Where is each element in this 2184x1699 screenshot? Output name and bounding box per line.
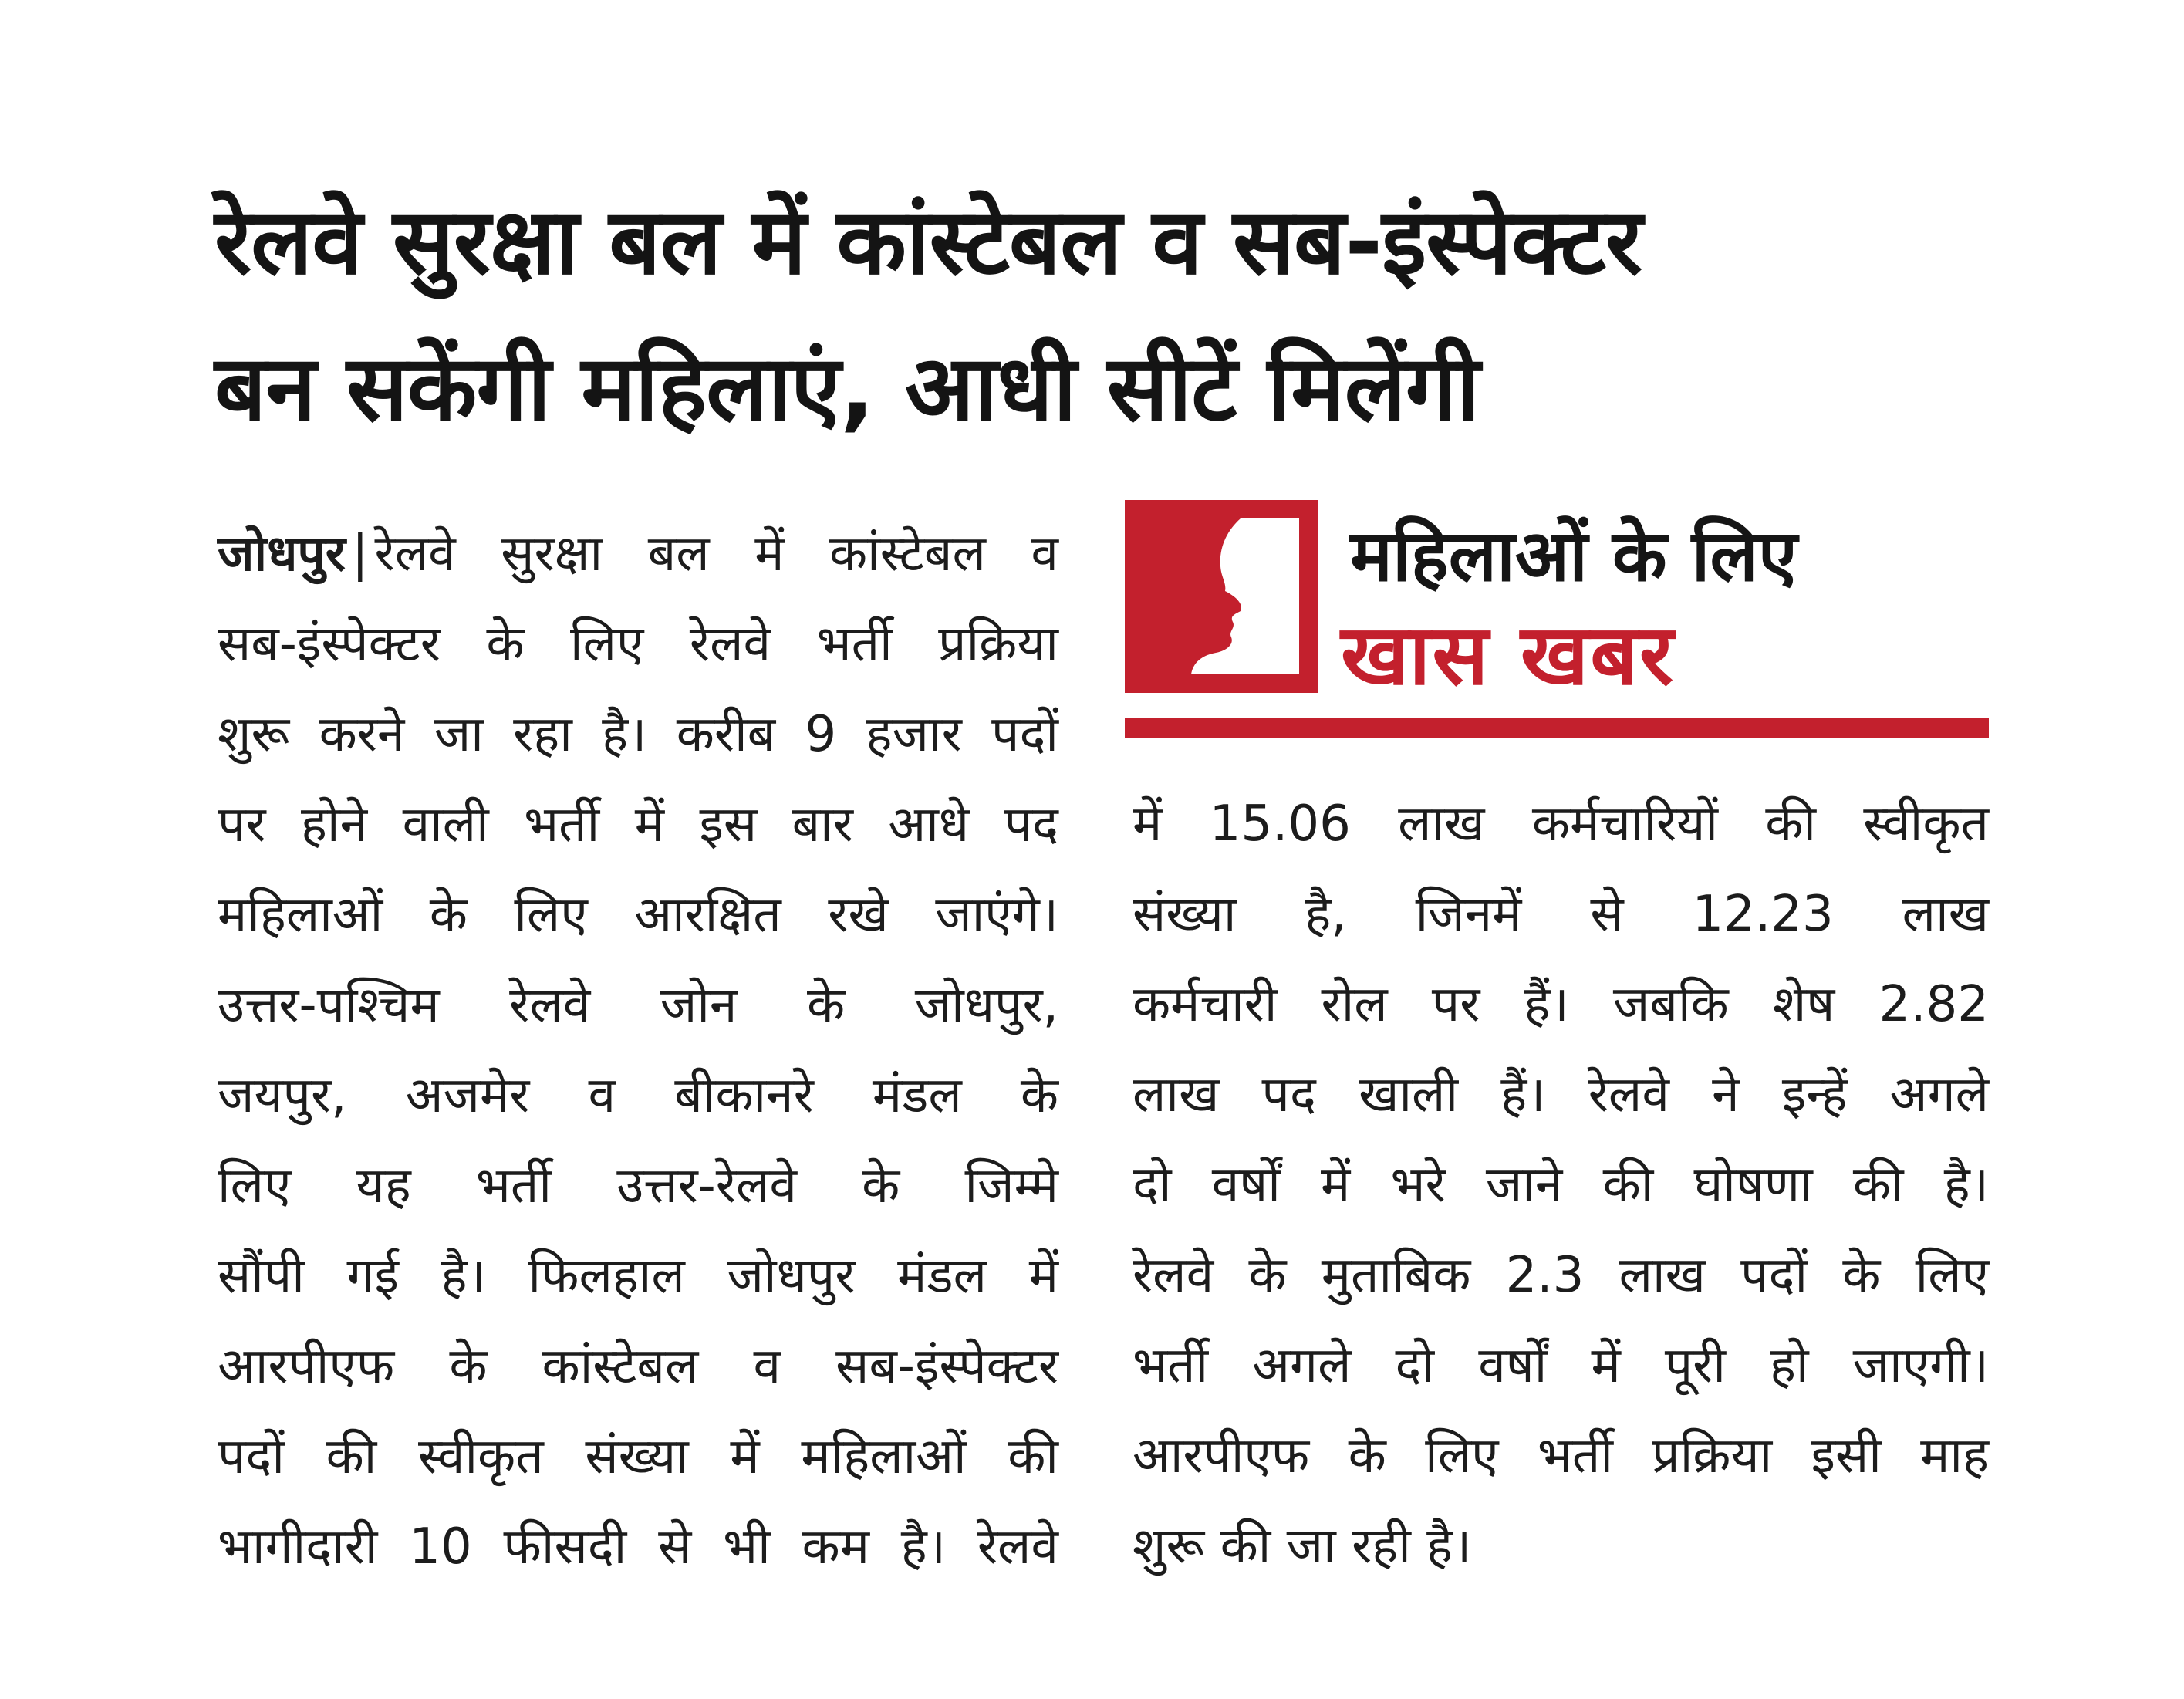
article-line: शुरू की जा रही है। [1133,1518,1472,1575]
article-line: दो वर्षों में भरे जाने की घोषणा की है। [1133,1157,1989,1214]
article-line [218,509,1058,600]
headline-line-1: रेलवे सुरक्षा बल में कांस्टेबल व सब-इंस्पेक्टर [214,188,1642,295]
logo-underline [1125,718,1989,738]
article-line: कर्मचारी रोल पर हैं। जबकि शेष 2.82 [1133,976,1989,1033]
article-left-column [218,509,1058,1593]
article-line: सब-इंस्पेक्टर के लिए रेलवे भर्ती प्रक्रिया [218,616,1058,673]
article-line: शुरू करने जा रहा है। करीब 9 हजार पदों [218,706,1058,763]
article-line: रेलवे के मुताबिक 2.3 लाख पदों के लिए [1133,1247,1989,1304]
article-line: महिलाओं के लिए आरक्षित रखे जाएंगे। [218,887,1058,944]
article-line: भागीदारी 10 फीसदी से भी कम है। रेलवे [218,1518,1058,1576]
woman-profile-silhouette [1143,518,1241,674]
article-right-column [1133,779,1989,1592]
article-line: भर्ती अगले दो वर्षों में पूरी हो जाएगी। [1133,1337,1989,1394]
article-line: आरपीएफ के लिए भर्ती प्रक्रिया इसी माह [1133,1427,1989,1485]
article-line: जयपुर, अजमेर व बीकानरे मंडल के [218,1067,1058,1124]
women-special-news-logo [1117,500,1989,748]
article-line: पदों की स्वीकृत संख्या में महिलाओं की [218,1428,1058,1485]
article-line: लिए यह भर्ती उत्तर-रेलवे के जिम्मे [218,1157,1058,1214]
article-line-text: रेलवे सुरक्षा बल में कांस्टेबल व [374,525,1058,583]
article-line: उत्तर-पश्चिम रेलवे जोन के जोधपुर, [218,977,1058,1034]
article-line: पर होने वाली भर्ती में इस बार आधे पद [218,796,1058,853]
article-line: में 15.06 लाख कर्मचारियों की स्वीकृत [1133,795,1989,853]
dateline: जोधपुर [218,525,346,583]
headline-line-2: बन सकेंगी महिलाएं, आधी सीटें मिलेंगी [214,335,1480,441]
article-line: आरपीएफ के कांस्टेबल व सब-इंस्पेक्टर [218,1338,1058,1395]
logo-title-line-1: महिलाओं के लिए [1350,515,1797,597]
logo-title-line-2: खास खबर [1341,607,1676,704]
woman-profile-icon [1125,500,1318,693]
headline [214,168,2012,461]
article-line: सौंपी गई है। फिलहाल जोधपुर मंडल में [218,1248,1058,1305]
dateline-separator: | [351,525,369,583]
article-line: संख्या है, जिनमें से 12.23 लाख [1133,886,1989,943]
article-line: लाख पद खाली हैं। रेलवे ने इन्हें अगले [1133,1066,1989,1123]
